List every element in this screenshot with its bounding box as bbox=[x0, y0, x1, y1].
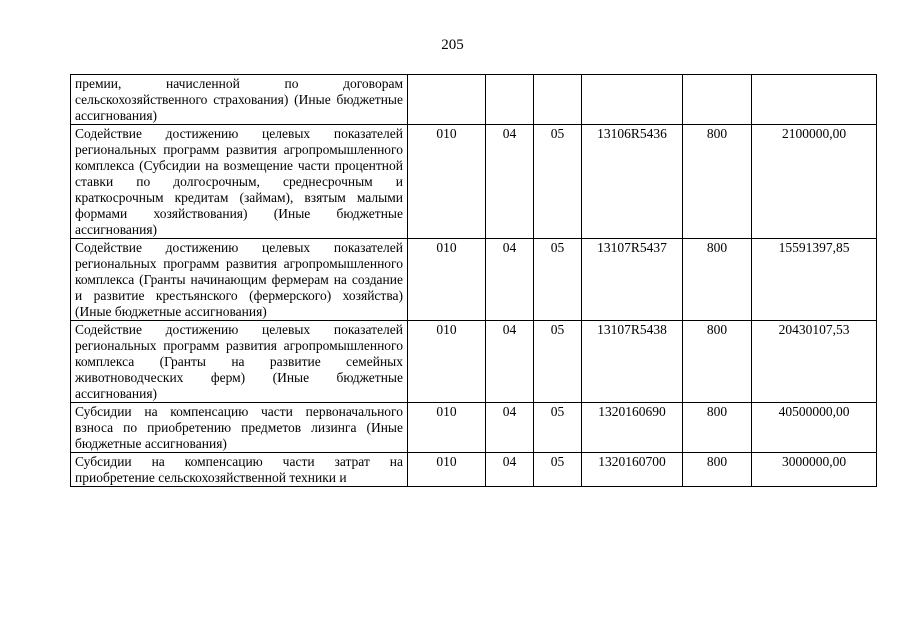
row-description: Содействие достижению целевых показателей региональных программ развития агропромышленного комплекса (Гранты начинающим фермерам на создание и развитие крестьянского (фермерского) хозяйства) (Иные бюджетные ассигнования) bbox=[71, 239, 408, 321]
page-number: 205 bbox=[441, 37, 464, 53]
section-code: 04 bbox=[486, 453, 534, 487]
amount: 3000000,00 bbox=[752, 453, 877, 487]
expense-type: 800 bbox=[683, 239, 752, 321]
table-row bbox=[71, 125, 877, 239]
target-article: 13107R5438 bbox=[582, 321, 683, 403]
row-description: Содействие достижению целевых показателей региональных программ развития агропромышленного комплекса (Субсидии на возмещение части процентной ставки по долгосрочным, среднесрочным и краткосрочным кредитам (займам), взятым малыми формами хозяйствования) (Иные бюджетные ассигнования) bbox=[71, 125, 408, 239]
amount: 2100000,00 bbox=[752, 125, 877, 239]
row-description: Субсидии на компенсацию части затрат на приобретение сельскохозяйственной техники и bbox=[71, 453, 408, 487]
subsection-code: 05 bbox=[534, 125, 582, 239]
admin-code: 010 bbox=[408, 453, 486, 487]
table-row bbox=[71, 453, 877, 487]
subsection-code: 05 bbox=[534, 239, 582, 321]
amount: 40500000,00 bbox=[752, 403, 877, 453]
expense-type: 800 bbox=[683, 321, 752, 403]
target-article: 13106R5436 bbox=[582, 125, 683, 239]
subsection-code bbox=[534, 75, 582, 125]
amount: 20430107,53 bbox=[752, 321, 877, 403]
budget-table bbox=[70, 74, 877, 487]
table-row bbox=[71, 239, 877, 321]
target-article: 1320160700 bbox=[582, 453, 683, 487]
table-row bbox=[71, 75, 877, 125]
admin-code: 010 bbox=[408, 321, 486, 403]
row-description: Субсидии на компенсацию части первоначального взноса по приобретению предметов лизинга (Иные бюджетные ассигнования) bbox=[71, 403, 408, 453]
subsection-code: 05 bbox=[534, 403, 582, 453]
admin-code: 010 bbox=[408, 239, 486, 321]
section-code: 04 bbox=[486, 239, 534, 321]
section-code: 04 bbox=[486, 125, 534, 239]
admin-code: 010 bbox=[408, 125, 486, 239]
section-code bbox=[486, 75, 534, 125]
subsection-code: 05 bbox=[534, 321, 582, 403]
section-code: 04 bbox=[486, 403, 534, 453]
admin-code bbox=[408, 75, 486, 125]
row-description: премии, начисленной по договорам сельскохозяйственного страхования) (Иные бюджетные ассигнования) bbox=[71, 75, 408, 125]
admin-code: 010 bbox=[408, 403, 486, 453]
target-article: 1320160690 bbox=[582, 403, 683, 453]
section-code: 04 bbox=[486, 321, 534, 403]
target-article: 13107R5437 bbox=[582, 239, 683, 321]
expense-type: 800 bbox=[683, 453, 752, 487]
table-row bbox=[71, 321, 877, 403]
table-row bbox=[71, 403, 877, 453]
expense-type: 800 bbox=[683, 125, 752, 239]
amount bbox=[752, 75, 877, 125]
expense-type bbox=[683, 75, 752, 125]
subsection-code: 05 bbox=[534, 453, 582, 487]
row-description: Содействие достижению целевых показателей региональных программ развития агропромышленного комплекса (Гранты на развитие семейных животноводческих ферм) (Иные бюджетные ассигнования) bbox=[71, 321, 408, 403]
target-article bbox=[582, 75, 683, 125]
expense-type: 800 bbox=[683, 403, 752, 453]
amount: 15591397,85 bbox=[752, 239, 877, 321]
